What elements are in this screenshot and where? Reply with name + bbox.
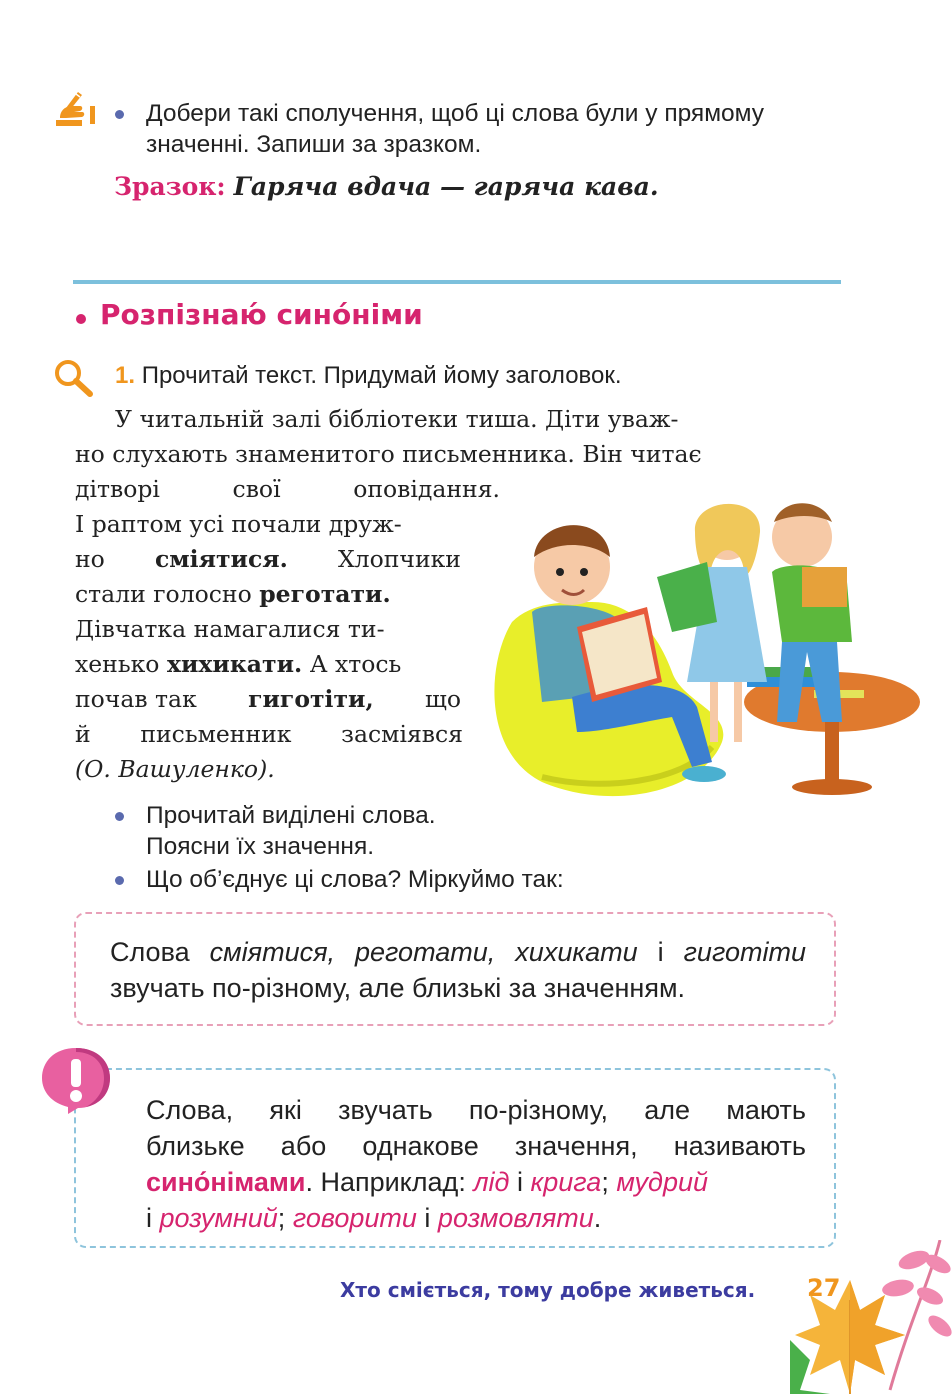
story-line-5: но сміятися. Хлопчики <box>75 545 461 573</box>
story-line-8: хенько хихикати. А хтось <box>75 650 402 678</box>
sample <box>114 172 659 201</box>
task-line-1: Добери такі сполучення, щоб ці слова були у прямому <box>146 100 765 127</box>
sample-label: Зразок: <box>114 172 226 201</box>
bullet <box>115 876 124 885</box>
term-synonyms: сино́німами <box>146 1167 306 1197</box>
story-line-1: У читальній залі бібліотеки тиша. Діти уваж- <box>115 405 679 433</box>
task-line-2: значенні. Запиши за зразком. <box>146 131 482 158</box>
magnifier-icon <box>52 358 94 398</box>
exercise-1 <box>115 362 622 390</box>
exercise-number: 1. <box>115 362 136 389</box>
exclamation-icon <box>38 1044 114 1116</box>
rule-text: Слова, які звучать по-різному, але мають близьке або однакове значення, називають сино́німами. Наприклад: лід і крига; мудрий і розумний; говорити і розмовляти. <box>146 1095 806 1233</box>
story-line-9: почав так гиготіти, що <box>75 685 461 713</box>
autumn-leaves-decoration <box>790 1240 952 1394</box>
story-line-4: І раптом усі почали друж- <box>75 510 402 538</box>
story-line-7: Дівчатка намагалися ти- <box>75 615 385 643</box>
synonym-word-1: сміятися. <box>154 545 288 573</box>
task-text <box>146 98 846 160</box>
story-author: (О. Вашуленко). <box>75 755 275 783</box>
section-title: Розпізнаю́ сино́німи <box>100 298 423 331</box>
kids-reading-illustration <box>482 492 922 802</box>
synonym-word-3: хихикати. <box>166 650 303 678</box>
exercise-instruction: Прочитай текст. Придумай йому заголовок. <box>141 362 622 389</box>
bullet <box>115 110 124 119</box>
bullet <box>115 812 124 821</box>
sample-text: Гаряча вдача — гаряча кава. <box>233 172 659 201</box>
section-bullet <box>76 314 86 324</box>
question-1: Прочитай виділені слова. Поясни їх значення. <box>146 802 436 860</box>
writing-hand-icon <box>52 90 98 130</box>
page-number: 27 <box>807 1274 841 1302</box>
synonym-word-2: реготати. <box>259 580 391 608</box>
story-line-3: дітворі свої оповідання. <box>75 475 500 503</box>
footer-proverb: Хто сміється, тому добре живеться. <box>340 1278 756 1302</box>
story-line-6: стали голосно реготати. <box>75 580 391 608</box>
question-2: Що об’єднує ці слова? Міркуймо так: <box>146 866 564 893</box>
section-divider <box>73 280 841 284</box>
story-line-10: й письменник засміявся <box>75 720 463 748</box>
story-line-2: но слухають знаменитого письменника. Він читає <box>75 440 702 468</box>
reasoning-text: Слова сміятися, реготати, хихикати і гиготіти звучать по-різному, але близькі за значенням. <box>110 937 806 1003</box>
synonym-word-4: гиготіти, <box>248 685 374 713</box>
